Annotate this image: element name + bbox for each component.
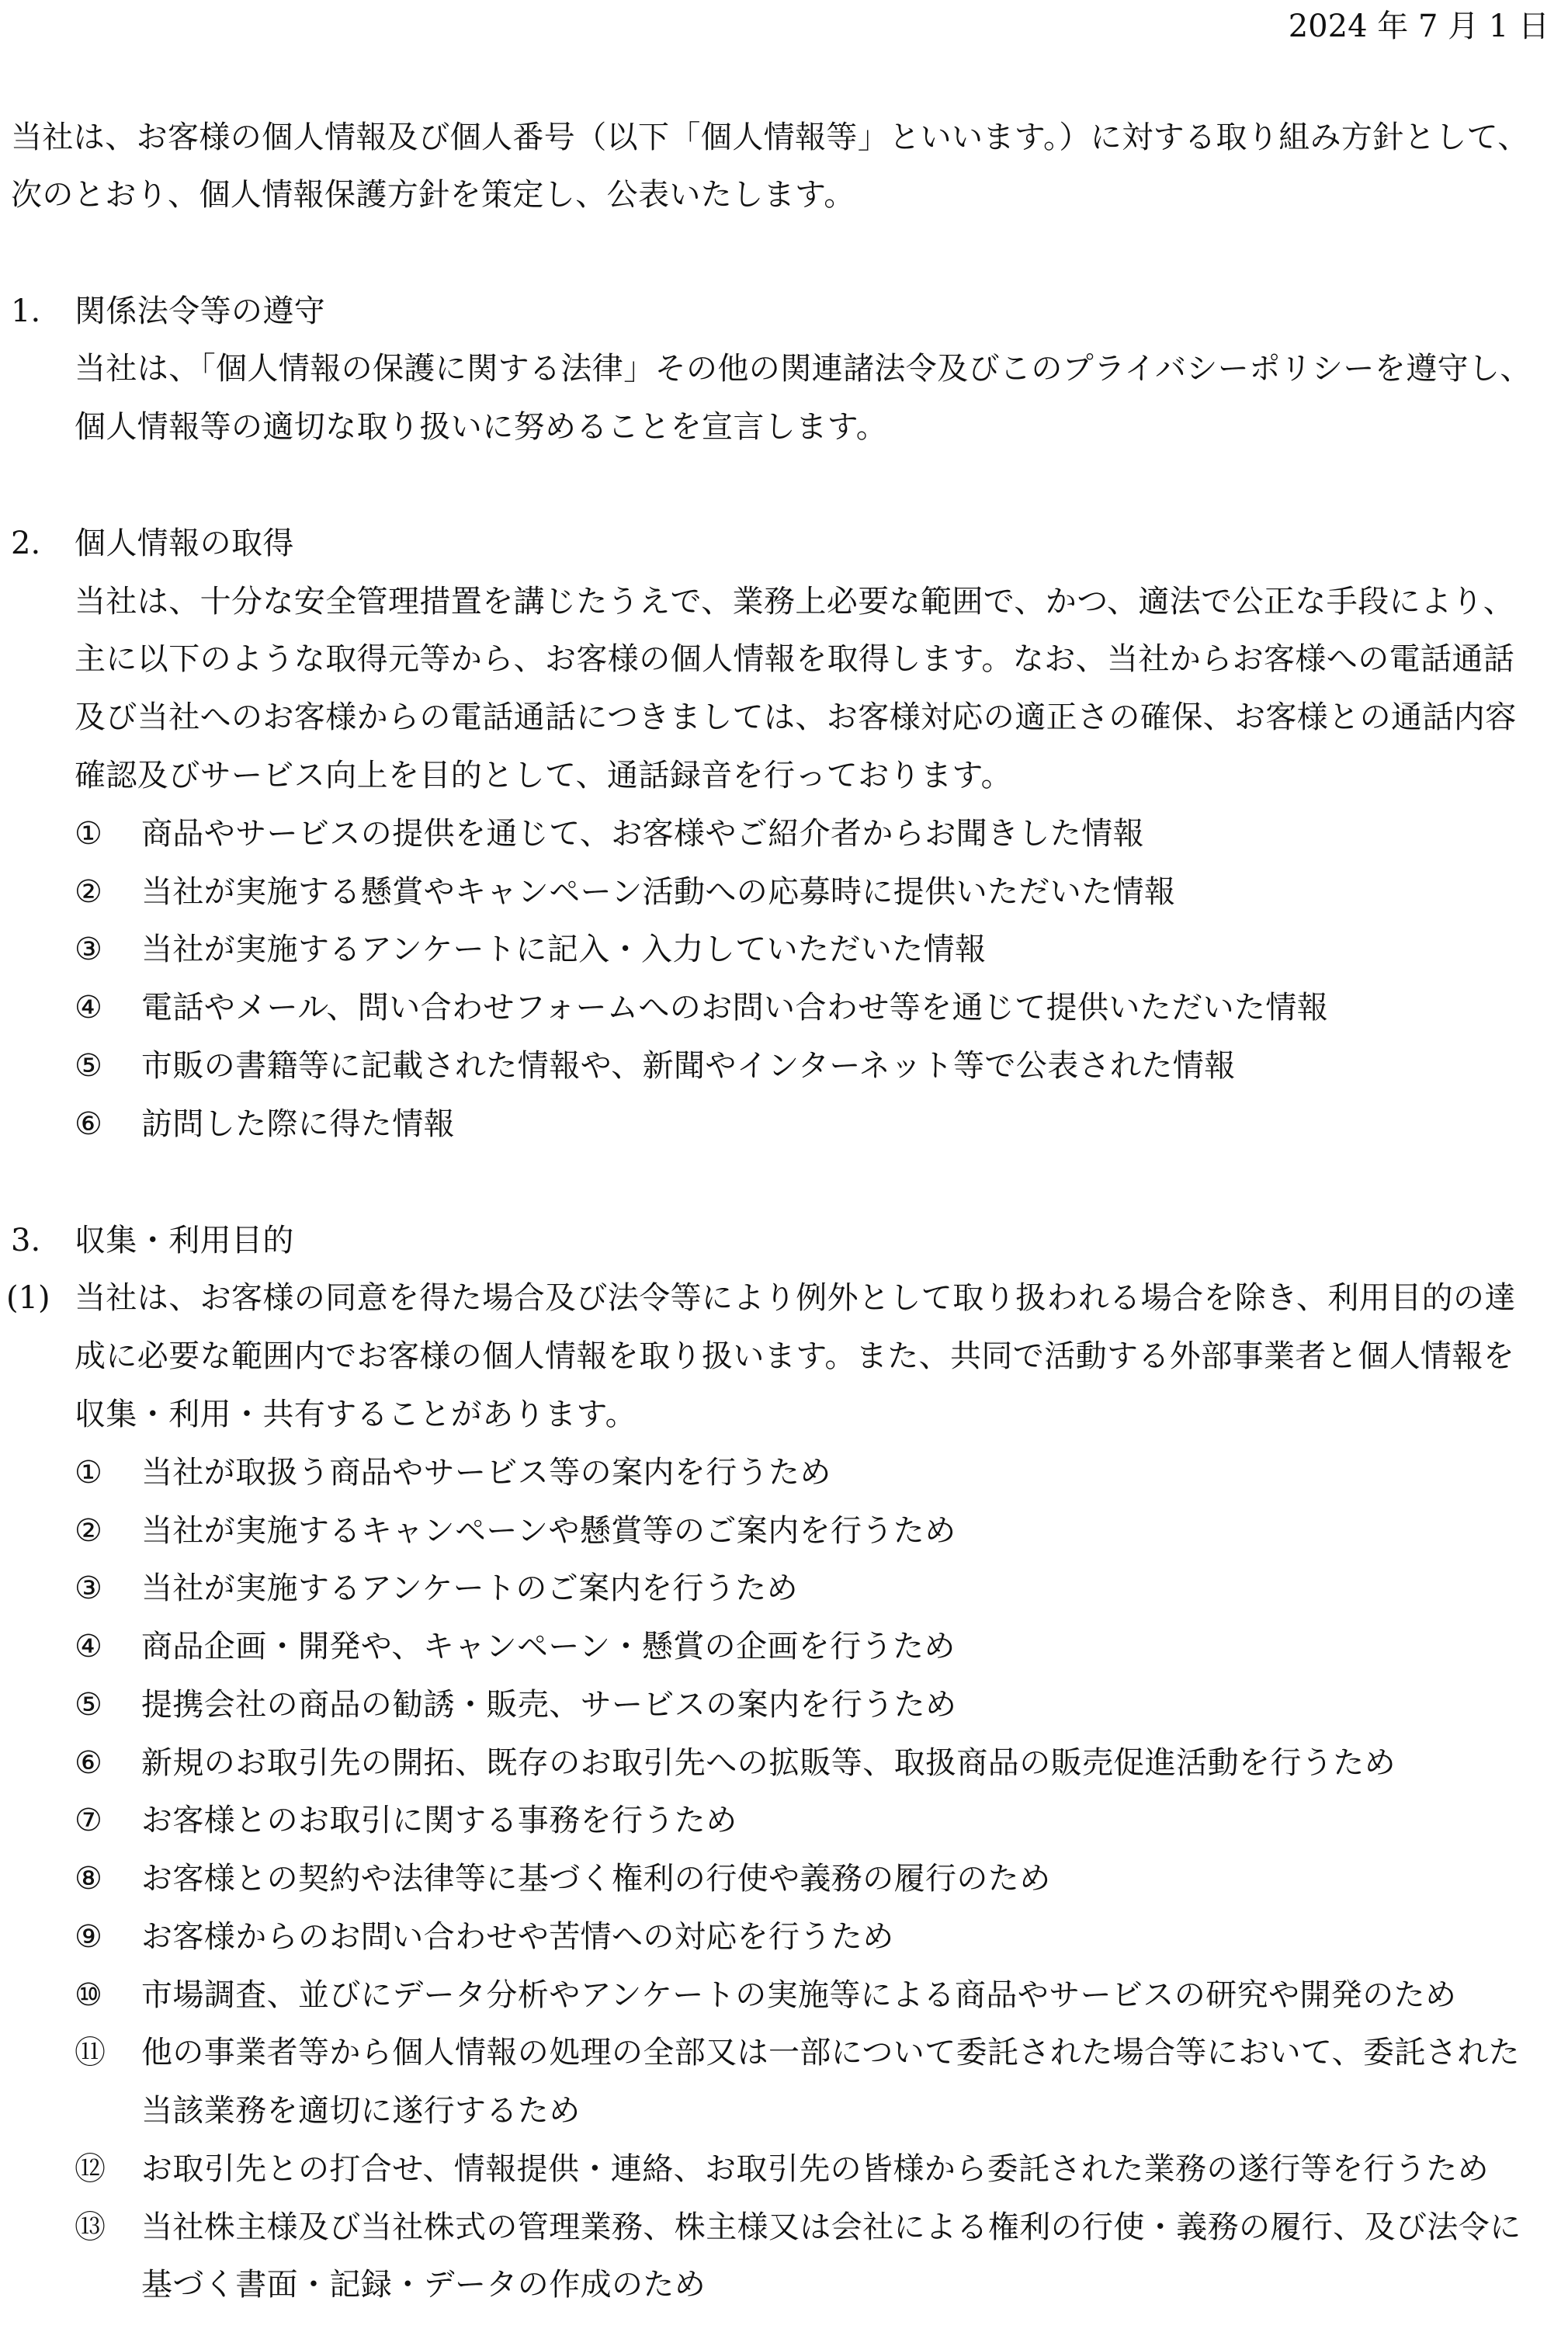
paragraph-number: (1): [6, 1280, 50, 1316]
item-number: ⑬: [75, 2209, 106, 2245]
item-number: ⑥: [75, 1745, 102, 1781]
item-number: ②: [75, 874, 102, 910]
item-number: ⑤: [75, 1687, 102, 1723]
list-item: 提携会社の商品の勧誘・販売、サービスの案内を行うため: [141, 1687, 957, 1723]
section-number: 3.: [11, 1223, 41, 1258]
body-line: 主に以下のような取得元等から、お客様の個人情報を取得します。なお、当社からお客様への電話通話: [75, 641, 1515, 677]
list-item-continuation: 当該業務を適切に遂行するため: [141, 2093, 581, 2129]
item-number: ④: [75, 1629, 102, 1664]
item-number: ⑤: [75, 1048, 102, 1084]
document-date: 2024 年 7 月 1 日: [1288, 9, 1549, 44]
section-number: 2.: [11, 526, 41, 561]
list-item: お客様とのお取引に関する事務を行うため: [141, 1803, 737, 1838]
body-line: 当社は、お客様の同意を得た場合及び法令等により例外として取り扱われる場合を除き、利用目的の達: [75, 1280, 1516, 1316]
body-line: 当社は、十分な安全管理措置を講じたうえで、業務上必要な範囲で、かつ、適法で公正な手段により、: [75, 584, 1515, 620]
list-item: お客様との契約や法律等に基づく権利の行使や義務の履行のため: [141, 1861, 1051, 1897]
list-item: 他の事業者等から個人情報の処理の全部又は一部について委託された場合等において、委託された: [141, 2035, 1520, 2070]
list-item: 当社株主様及び当社株式の管理業務、株主様又は会社による権利の行使・義務の履行、及び法令に: [141, 2209, 1521, 2245]
list-item: お客様からのお問い合わせや苦情への対応を行うため: [141, 1919, 894, 1955]
item-number: ⑫: [75, 2151, 106, 2187]
body-line: 及び当社へのお客様からの電話通話につきましては、お客様対応の適正さの確保、お客様との通話内容: [75, 699, 1517, 735]
body-line: 個人情報等の適切な取り扱いに努めることを宣言します。: [75, 409, 888, 445]
section-title: 個人情報の取得: [75, 526, 294, 561]
item-number: ⑦: [75, 1803, 102, 1838]
item-number: ④: [75, 990, 102, 1026]
list-item: 新規のお取引先の開拓、既存のお取引先への拡販等、取扱商品の販売促進活動を行うため: [141, 1745, 1396, 1781]
item-number: ①: [75, 1455, 102, 1491]
item-number: ③: [75, 1571, 102, 1606]
section-title: 関係法令等の遵守: [75, 293, 326, 329]
list-item-continuation: 基づく書面・記録・データの作成のため: [141, 2267, 706, 2303]
item-number: ⑪: [75, 2035, 106, 2070]
list-item: 市場調査、並びにデータ分析やアンケートの実施等による商品やサービスの研究や開発のため: [141, 1977, 1457, 2013]
list-item: 商品企画・開発や、キャンペーン・懸賞の企画を行うため: [141, 1629, 956, 1664]
section-number: 1.: [11, 293, 41, 329]
list-item: 市販の書籍等に記載された情報や、新聞やインターネット等で公表された情報: [141, 1048, 1236, 1084]
body-line: 収集・利用・共有することがあります。: [75, 1397, 637, 1432]
item-number: ①: [75, 816, 102, 852]
item-number: ③: [75, 932, 102, 967]
item-number: ⑩: [75, 1977, 102, 2013]
item-number: ②: [75, 1513, 102, 1549]
item-number: ⑨: [75, 1919, 102, 1955]
body-line: 当社は、「個人情報の保護に関する法律」その他の関連諸法令及びこのプライバシーポリシーを遵守し、: [75, 351, 1532, 387]
item-number: ⑧: [75, 1861, 102, 1897]
list-item: 当社が実施するアンケートのご案内を行うため: [141, 1571, 798, 1606]
section-title: 収集・利用目的: [75, 1223, 294, 1258]
list-item: 当社が取扱う商品やサービス等の案内を行うため: [141, 1455, 831, 1491]
list-item: 商品やサービスの提供を通じて、お客様やご紹介者からお聞きした情報: [141, 816, 1144, 852]
body-line: 確認及びサービス向上を目的として、通話録音を行っております。: [75, 758, 1012, 793]
list-item: 当社が実施するキャンペーンや懸賞等のご案内を行うため: [141, 1513, 956, 1549]
list-item: 電話やメール、問い合わせフォームへのお問い合わせ等を通じて提供いただいた情報: [141, 990, 1329, 1026]
item-number: ⑥: [75, 1106, 102, 1142]
list-item: 当社が実施する懸賞やキャンペーン活動への応募時に提供いただいた情報: [141, 874, 1176, 910]
list-item: 訪問した際に得た情報: [141, 1106, 455, 1142]
list-item: お取引先との打合せ、情報提供・連絡、お取引先の皆様から委託された業務の遂行等を行うため: [141, 2151, 1489, 2187]
list-item: 当社が実施するアンケートに記入・入力していただいた情報: [141, 932, 987, 967]
body-line: 成に必要な範囲内でお客様の個人情報を取り扱います。また、共同で活動する外部事業者と個人情報を: [75, 1338, 1515, 1374]
intro-line: 次のとおり、個人情報保護方針を策定し、公表いたします。: [11, 177, 855, 213]
intro-line: 当社は、お客様の個人情報及び個人番号（以下「個人情報等」といいます。）に対する取り組み方針として、: [11, 120, 1529, 155]
